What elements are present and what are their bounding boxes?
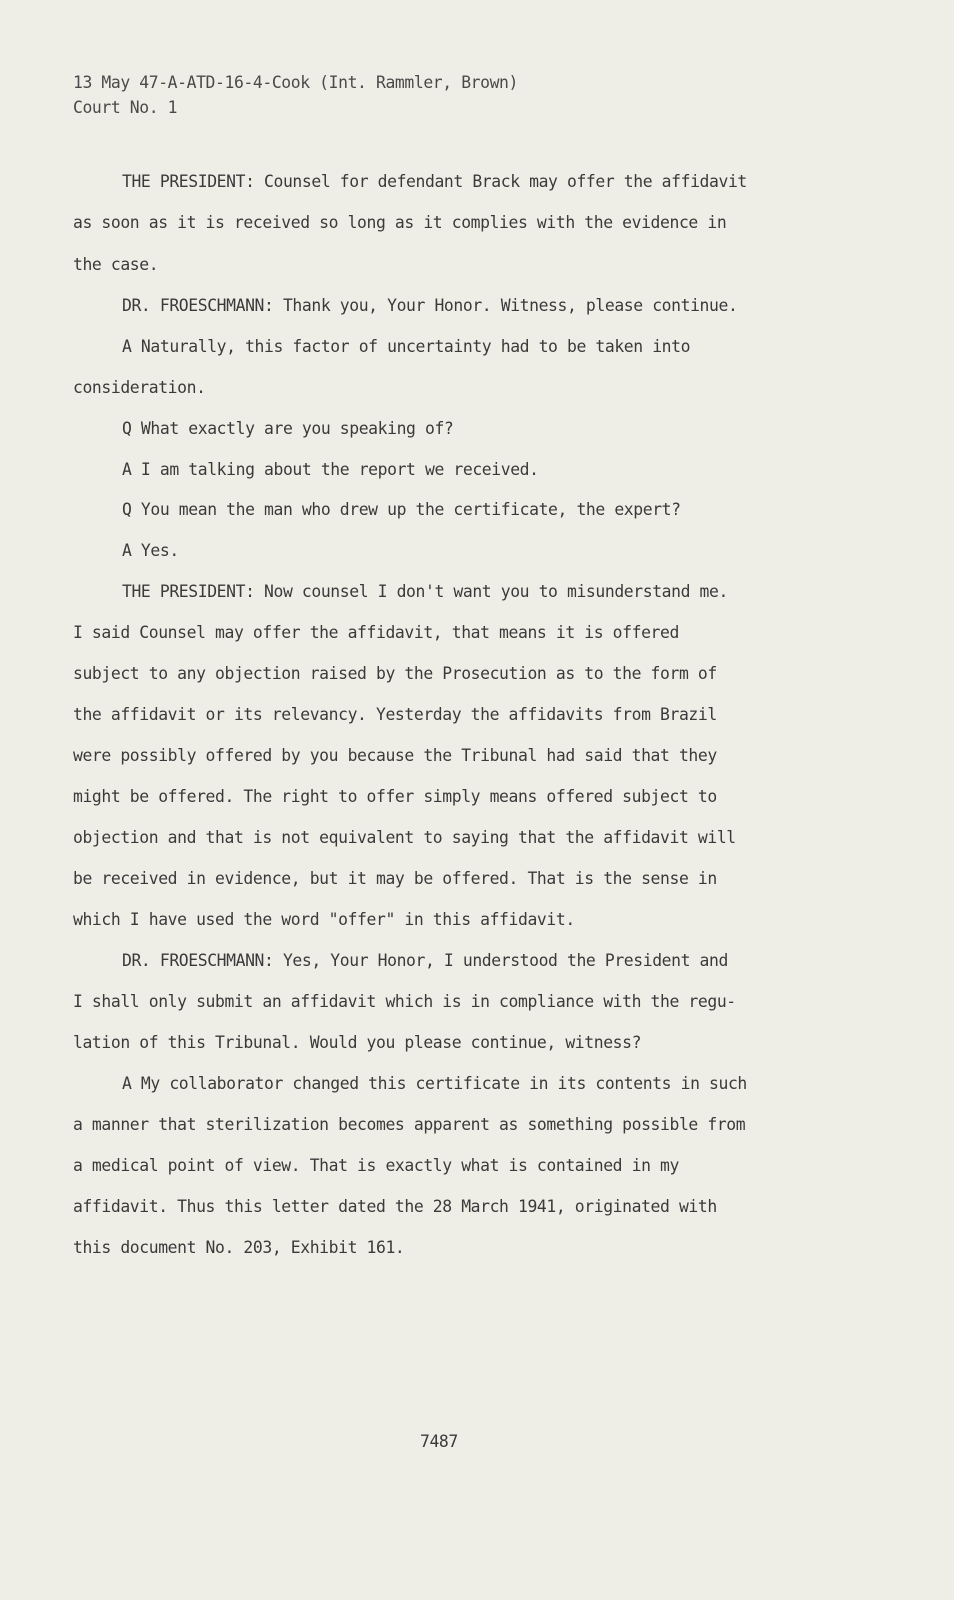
body-line: consideration. — [73, 378, 206, 397]
header-session-line: 13 May 47-A-ATD-16-4-Cook (Int. Rammler, Brown) — [73, 73, 518, 92]
body-line: a medical point of view. That is exactly what is contained in my — [73, 1156, 679, 1175]
body-line: might be offered. The right to offer simply means offered subject to — [73, 787, 717, 806]
body-line: the case. — [73, 255, 159, 274]
body-line: subject to any objection raised by the Prosecution as to the form of — [73, 664, 717, 683]
body-line: A My collaborator changed this certificate in its contents in such — [122, 1074, 747, 1093]
body-line: affidavit. Thus this letter dated the 28 March 1941, originated with — [73, 1197, 717, 1216]
body-line: A I am talking about the report we received. — [122, 460, 539, 479]
body-line: this document No. 203, Exhibit 161. — [73, 1238, 405, 1257]
body-line: which I have used the word "offer" in this affidavit. — [73, 910, 575, 929]
page-number: 7487 — [420, 1432, 458, 1451]
body-line: lation of this Tribunal. Would you please continue, witness? — [73, 1033, 642, 1052]
body-line: DR. FROESCHMANN: Yes, Your Honor, I understood the President and — [122, 951, 728, 970]
body-line: I said Counsel may offer the affidavit, that means it is offered — [73, 623, 679, 642]
body-line: Q What exactly are you speaking of? — [122, 419, 454, 438]
body-line: were possibly offered by you because the Tribunal had said that they — [73, 746, 717, 765]
body-line: A Yes. — [122, 541, 179, 560]
header-court-line: Court No. 1 — [73, 98, 178, 117]
body-line: THE PRESIDENT: Counsel for defendant Brack may offer the affidavit — [122, 172, 747, 191]
body-line: I shall only submit an affidavit which is in compliance with the regu- — [73, 992, 736, 1011]
body-line: be received in evidence, but it may be offered. That is the sense in — [73, 869, 717, 888]
body-line: THE PRESIDENT: Now counsel I don't want you to misunderstand me. — [122, 582, 728, 601]
body-line: as soon as it is received so long as it complies with the evidence in — [73, 213, 727, 232]
document-header — [73, 70, 518, 120]
body-line: the affidavit or its relevancy. Yesterday the affidavits from Brazil — [73, 705, 717, 724]
body-line: objection and that is not equivalent to saying that the affidavit will — [73, 828, 736, 847]
body-line: Q You mean the man who drew up the certificate, the expert? — [122, 500, 681, 519]
body-line: a manner that sterilization becomes apparent as something possible from — [73, 1115, 746, 1134]
body-line: DR. FROESCHMANN: Thank you, Your Honor. Witness, please continue. — [122, 296, 738, 315]
body-line: A Naturally, this factor of uncertainty had to be taken into — [122, 337, 691, 356]
